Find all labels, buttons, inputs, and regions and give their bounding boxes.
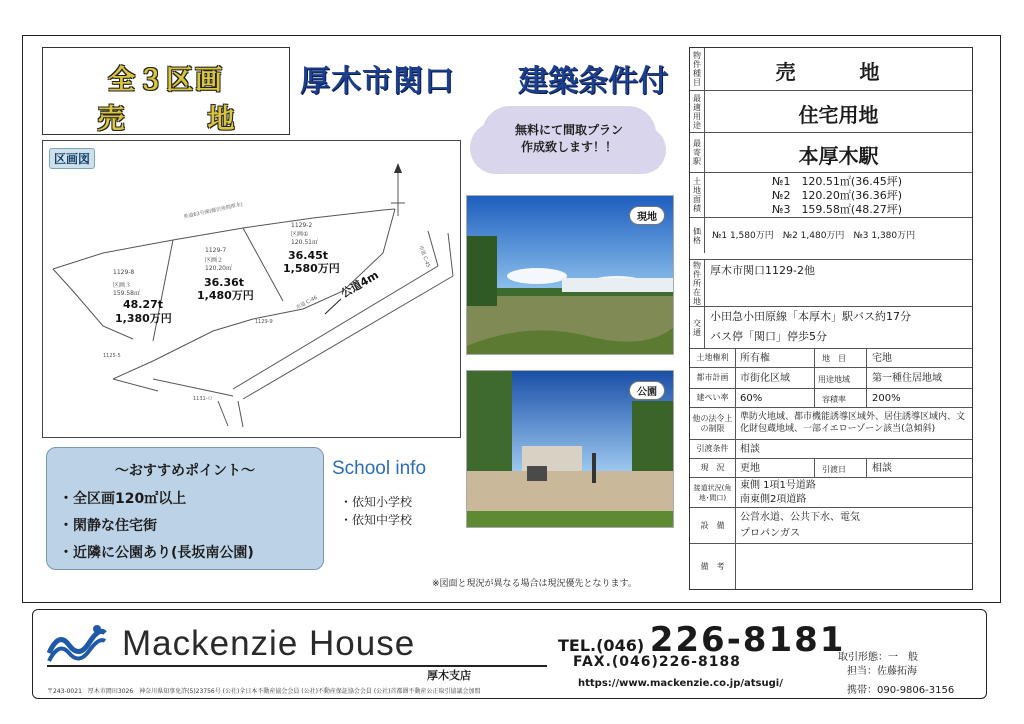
spec-row-address — [690, 259, 972, 306]
site-photo-tag: 現地 — [629, 206, 665, 225]
spec-address-label: 物件所在地 — [690, 260, 705, 306]
lot-2-area: 120.20㎡ — [205, 265, 232, 272]
spec-laws-label: 他の法令上の制限 — [690, 408, 736, 439]
spec-row-remarks — [690, 543, 972, 589]
property-spec-table — [689, 47, 973, 590]
company-underline — [47, 665, 547, 667]
road-edge-right-2 — [448, 233, 453, 276]
spec-coverage-label: 建ぺい率 — [690, 389, 736, 407]
spec-row-coverage — [690, 388, 972, 407]
recommend-item-3: ・近隣に公園あり(長坂南公園) — [59, 545, 254, 561]
spec-rights-label: 土地権利 — [690, 349, 736, 367]
spec-laws-value: 準防火地域、都市機能誘導区域外、居住誘導区域内、文化財包蔵地域、一部イエローゾーン該当(急傾斜) — [740, 412, 966, 434]
recommend-points-box — [46, 447, 324, 570]
outside-lot-1131: 1131-ロ — [193, 396, 213, 402]
spec-zoning-label: 用途地域 — [818, 375, 850, 384]
spec-far-value: 200% — [872, 393, 901, 404]
spec-delivery-cond-value: 相談 — [740, 444, 760, 455]
spec-delivery-date-value: 相談 — [872, 463, 892, 474]
spec-traffic-2: バス停「関口」停歩5分 — [710, 330, 827, 343]
spec-area-2: №2 120.20㎡(36.36坪) — [772, 189, 903, 202]
spec-delivery-cond-label: 引渡条件 — [690, 440, 736, 458]
free-plan-line2: 作成致します！！ — [520, 140, 617, 154]
outside-lot-1125-5: 1125-5 — [103, 353, 121, 359]
road-name-bottom: 市道 C-46 — [295, 294, 319, 312]
tel-number[interactable]: 226-8181 — [649, 620, 846, 660]
spec-road-label: 接道状況(角地･間口) — [690, 478, 736, 507]
spec-row-status — [690, 458, 972, 477]
road-name-top: 県道63号線(藤沢座間厚木) — [183, 201, 244, 221]
spec-rights-value: 所有権 — [740, 353, 770, 364]
lot-2-id: 1129-7 — [205, 247, 227, 254]
spec-cityplan-value: 市街化区域 — [740, 373, 790, 384]
license-info: 〒243-0021 厚木市岡田3026 神奈川県知事免許(5)23756号 (公社)全日本不動産協会会員 (公社)不動産保証協会会員 (公社)首都圏不動産公正取引協議会加盟 — [47, 688, 481, 695]
school-item-2: ・依知中学校 — [340, 513, 413, 527]
spec-row-cityplan — [690, 367, 972, 388]
recommend-item-1: ・全区画120㎡以上 — [59, 491, 187, 507]
spec-address-value: 厚木市関口1129-2他 — [710, 264, 815, 277]
spec-row-area — [690, 172, 972, 217]
free-plan-line1: 無料にて間取プラン — [514, 123, 623, 137]
spec-row-traffic — [690, 306, 972, 348]
lot-2-name: 区画２ — [205, 257, 224, 264]
lot-3-tsubo: 48.27t — [123, 298, 164, 311]
lot-1-id: 1129-2 — [291, 222, 313, 229]
spec-row-type — [690, 48, 972, 90]
spec-facilities-2: プロパンガス — [740, 528, 800, 539]
spec-price-label: 価格 — [690, 218, 705, 253]
north-arrow-head — [394, 163, 402, 173]
spec-use-value: 住宅用地 — [798, 103, 879, 127]
spec-facilities-1: 公営水道、公共下水、電気 — [740, 512, 860, 523]
spec-row-use — [690, 90, 972, 132]
plot-map-tag: 区画図 — [49, 148, 95, 169]
outside-lot-1129-9: 1129-9 — [255, 319, 273, 325]
lot-boundary-left — [53, 269, 133, 339]
park-photo — [466, 370, 674, 528]
spec-far-label: 容積率 — [822, 395, 846, 404]
lot-3-name: 区画３ — [113, 282, 132, 289]
trade-type: 取引形態：一 般 — [838, 652, 918, 663]
spec-price-value: №1 1,580万円 №2 1,480万円 №3 1,380万円 — [712, 231, 916, 241]
spec-row-road — [690, 477, 972, 507]
road-width-label: 公道4m — [338, 268, 381, 301]
spec-chimoku-label: 地 目 — [822, 354, 846, 363]
spec-coverage-value: 60% — [740, 393, 763, 404]
lots-headline-box — [42, 47, 290, 135]
spec-row-facilities — [690, 507, 972, 543]
tel-label: TEL.(046) — [558, 636, 645, 655]
road-edge-1 — [233, 266, 438, 389]
lot-1-price: 1,580万円 — [283, 262, 340, 275]
road-width-arrow — [325, 299, 341, 314]
spec-status-value: 更地 — [740, 463, 760, 474]
spec-facilities-label: 設 備 — [690, 508, 736, 543]
company-logo-icon — [47, 623, 107, 663]
spec-remarks-label: 備 考 — [690, 544, 736, 589]
lot-1-name: 区画① — [291, 231, 309, 238]
recommend-item-2: ・閑静な住宅街 — [59, 518, 157, 534]
spec-chimoku-value: 宅地 — [872, 353, 892, 364]
road-name-right: 市道 C-45 — [417, 244, 431, 269]
spec-traffic-label: 交通 — [690, 307, 705, 348]
spec-type-label: 物件種目 — [690, 48, 705, 90]
disclaimer-note: ※図面と現況が異なる場合は現況優先となります。 — [432, 579, 637, 589]
staff-name: 担当：佐藤拓海 — [847, 666, 917, 677]
lots-count: 全３区画 — [108, 65, 224, 96]
spec-row-price — [690, 217, 972, 253]
spec-road-2: 南東側2項道路 — [740, 494, 807, 505]
mobile-number: 携帯：090-9806-3156 — [847, 685, 955, 696]
page-title: 厚木市関口 — [300, 64, 455, 99]
lots-type: 売 地 — [97, 104, 263, 135]
spec-zoning-value: 第一種住居地域 — [872, 373, 942, 384]
spec-status-label: 現 況 — [690, 459, 736, 477]
lot-2-tsubo: 36.36t — [204, 276, 245, 289]
branch-name: 厚木支店 — [427, 669, 471, 682]
spec-traffic-1: 小田急小田原線「本厚木」駅バス約17分 — [710, 310, 911, 323]
recommend-title: ～おすすめポイント～ — [114, 463, 256, 479]
spec-row-station — [690, 132, 972, 172]
building-condition: 建築条件付 — [518, 64, 668, 99]
lot-edge-bottom-left — [113, 379, 158, 391]
spec-row-delivery-cond — [690, 439, 972, 458]
spec-station-value: 本厚木駅 — [798, 144, 879, 168]
company-name: Mackenzie House — [122, 624, 416, 663]
website-link[interactable]: https://www.mackenzie.co.jp/atsugi/ — [578, 678, 783, 689]
plot-map — [42, 140, 461, 438]
fax-number: FAX.(046)226-8188 — [573, 654, 741, 670]
spec-type-value: 売 地 — [775, 60, 902, 84]
lot-3-id: 1129-8 — [113, 269, 135, 276]
spec-row-laws — [690, 407, 972, 439]
spec-use-label: 最適用途 — [690, 91, 705, 132]
spec-row-rights — [690, 348, 972, 367]
park-photo-tag: 公園 — [629, 381, 665, 400]
road-edge-bottom-1 — [218, 401, 228, 426]
lot-boundary-top — [53, 209, 395, 269]
lot-edge-lower — [153, 379, 233, 396]
spec-road-1: 東側 1項1号道路 — [740, 480, 816, 491]
lot-1-area: 120.51㎡ — [291, 239, 318, 246]
spec-delivery-date-label: 引渡日 — [822, 465, 846, 474]
spec-area-label: 土地面積 — [690, 173, 705, 217]
lot-1-tsubo: 36.45t — [288, 249, 329, 262]
school-item-1: ・依知小学校 — [340, 495, 413, 509]
lot-3-area: 159.58㎡ — [113, 290, 140, 297]
site-photo — [466, 195, 674, 355]
spec-cityplan-label: 都市計画 — [690, 368, 736, 388]
free-plan-bubble — [480, 112, 658, 172]
road-edge-bottom-2 — [238, 401, 243, 427]
school-info-title: School info — [332, 458, 427, 479]
spec-area-1: №1 120.51㎡(36.45坪) — [772, 175, 903, 188]
spec-station-label: 最寄駅 — [690, 133, 705, 172]
lot-2-price: 1,480万円 — [197, 289, 254, 302]
spec-area-3: №3 159.58㎡(48.27坪) — [772, 203, 903, 216]
lot-3-price: 1,380万円 — [115, 312, 172, 325]
